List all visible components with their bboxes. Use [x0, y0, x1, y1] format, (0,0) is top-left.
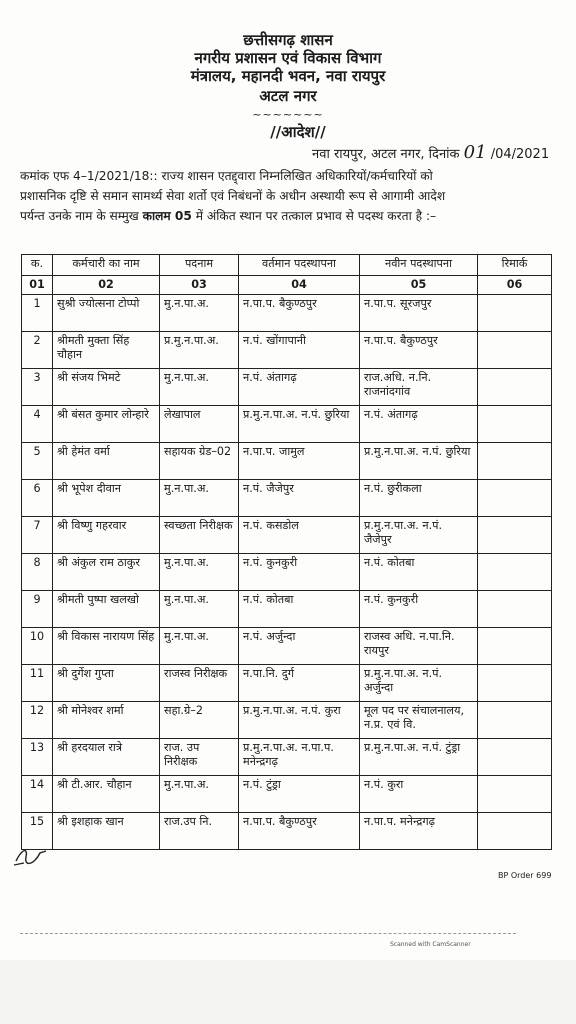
remark-cell — [478, 480, 552, 517]
transfer-table — [21, 254, 552, 850]
employee-name-cell: श्रीमती मुक्ता सिंह चौहान — [53, 332, 160, 369]
footer-rule — [20, 933, 516, 934]
column-number-row — [22, 276, 552, 295]
employee-name-cell: श्री हरदयाल रात्रे — [53, 739, 160, 776]
new-posting-cell: न.पं. कुरा — [360, 776, 478, 813]
serial-cell: 15 — [22, 813, 53, 850]
header-serial: क. — [22, 255, 53, 276]
new-posting-cell: प्र.मु.न.पा.अ. न.पं. छुरिया — [360, 443, 478, 480]
current-posting-cell: प्र.मु.न.पा.अ. न.पं. कुरा — [239, 702, 360, 739]
table-row — [22, 554, 552, 591]
current-posting-cell: न.पा.प. बैकुण्ठपुर — [239, 813, 360, 850]
designation-cell: मु.न.पा.अ. — [160, 628, 239, 665]
designation-cell: मु.न.पा.अ. — [160, 369, 239, 406]
remark-cell — [478, 332, 552, 369]
date-line — [312, 142, 549, 163]
order-title: //आदेश// — [270, 123, 326, 141]
serial-cell: 1 — [22, 295, 53, 332]
remark-cell — [478, 776, 552, 813]
employee-name-cell: श्री विष्णु गहरवार — [53, 517, 160, 554]
remark-cell — [478, 591, 552, 628]
employee-name-cell: श्री भूपेश दीवान — [53, 480, 160, 517]
table-row — [22, 332, 552, 369]
designation-cell: राजस्व निरीक्षक — [160, 665, 239, 702]
table-row — [22, 369, 552, 406]
current-posting-cell: न.पं. टुंड्रा — [239, 776, 360, 813]
bp-order-number: BP Order 699 — [498, 871, 552, 880]
column-number: 05 — [360, 276, 478, 295]
serial-cell: 2 — [22, 332, 53, 369]
table-row — [22, 443, 552, 480]
employee-name-cell: श्री विकास नारायण सिंह — [53, 628, 160, 665]
current-posting-cell: न.पा.प. बैकुण्ठपुर — [239, 295, 360, 332]
new-posting-cell: राजस्व अधि. न.पा.नि. रायपुर — [360, 628, 478, 665]
header-remark: रिमार्क — [478, 255, 552, 276]
serial-cell: 14 — [22, 776, 53, 813]
remark-cell — [478, 517, 552, 554]
new-posting-cell: न.पं. कुनकुरी — [360, 591, 478, 628]
employee-name-cell: श्री मोनेश्वर शर्मा — [53, 702, 160, 739]
remark-cell — [478, 702, 552, 739]
new-posting-cell: प्र.मु.न.पा.अ. न.पं. अर्जुन्दा — [360, 665, 478, 702]
new-posting-cell: मूल पद पर संचालनालय, न.प्र. एवं वि. — [360, 702, 478, 739]
header-employee-name: कर्मचारी का नाम — [53, 255, 160, 276]
serial-cell: 7 — [22, 517, 53, 554]
designation-cell: राज.उप नि. — [160, 813, 239, 850]
new-posting-cell: राज.अधि. न.नि. राजनांदगांव — [360, 369, 478, 406]
ministry-address: मंत्रालय, महानदी भवन, नवा रायपुर — [190, 67, 386, 85]
new-posting-cell: प्र.मु.न.पा.अ. न.पं. जैजेपुर — [360, 517, 478, 554]
serial-cell: 9 — [22, 591, 53, 628]
remark-cell — [478, 554, 552, 591]
current-posting-cell: न.पं. अर्जुन्दा — [239, 628, 360, 665]
date-day-handwritten: 01 — [463, 142, 487, 163]
new-posting-cell: न.पं. कोतबा — [360, 554, 478, 591]
designation-cell: मु.न.पा.अ. — [160, 295, 239, 332]
serial-cell: 4 — [22, 406, 53, 443]
designation-cell: मु.न.पा.अ. — [160, 776, 239, 813]
designation-cell: मु.न.पा.अ. — [160, 554, 239, 591]
serial-cell: 6 — [22, 480, 53, 517]
current-posting-cell: न.पं. कोतबा — [239, 591, 360, 628]
serial-cell: 8 — [22, 554, 53, 591]
department-title: नगरीय प्रशासन एवं विकास विभाग — [194, 49, 382, 67]
serial-cell: 5 — [22, 443, 53, 480]
employee-name-cell: सुश्री ज्योत्सना टोप्पो — [53, 295, 160, 332]
new-posting-cell: न.पा.प. सूरजपुर — [360, 295, 478, 332]
designation-cell: मु.न.पा.अ. — [160, 480, 239, 517]
designation-cell: मु.न.पा.अ. — [160, 591, 239, 628]
employee-name-cell: श्रीमती पुष्पा खलखो — [53, 591, 160, 628]
order-paragraph-line-2: प्रशासनिक दृष्टि से समान सामर्थ्य सेवा शर्तो एवं निबंधनों के अधीन अस्थायी रूप से आगामी आदेश — [20, 189, 446, 203]
remark-cell — [478, 406, 552, 443]
table-row — [22, 702, 552, 739]
remark-cell — [478, 739, 552, 776]
current-posting-cell: न.पं. कुनकुरी — [239, 554, 360, 591]
current-posting-cell: न.पं. खोंगापानी — [239, 332, 360, 369]
table-row — [22, 591, 552, 628]
order-paragraph-line-1: कमांक एफ 4–1/2021/18:: राज्य शासन एतद्द्वारा निम्नलिखित अधिकारियों/कर्मचारियों को — [20, 169, 433, 183]
new-posting-cell: न.पं. छुरीकला — [360, 480, 478, 517]
table-row — [22, 813, 552, 850]
table-row — [22, 295, 552, 332]
employee-name-cell: श्री अंकुल राम ठाकुर — [53, 554, 160, 591]
employee-name-cell: श्री संजय भिमटे — [53, 369, 160, 406]
current-posting-cell: न.पा.प. जामुल — [239, 443, 360, 480]
serial-cell: 3 — [22, 369, 53, 406]
current-posting-cell: प्र.मु.न.पा.अ. न.पा.प. मनेन्द्रगढ़ — [239, 739, 360, 776]
remark-cell — [478, 443, 552, 480]
serial-cell: 12 — [22, 702, 53, 739]
serial-cell: 11 — [22, 665, 53, 702]
government-title: छत्तीसगढ़ शासन — [243, 31, 333, 49]
remark-cell — [478, 369, 552, 406]
current-posting-cell: न.पं. कसडोल — [239, 517, 360, 554]
column-number: 02 — [53, 276, 160, 295]
table-row — [22, 406, 552, 443]
employee-name-cell: श्री बंसत कुमार लोन्हारे — [53, 406, 160, 443]
paragraph-column-ref: कालम 05 — [142, 209, 192, 223]
designation-cell: सहा.ग्रे–2 — [160, 702, 239, 739]
current-posting-cell: प्र.मु.न.पा.अ. न.पं. छुरिया — [239, 406, 360, 443]
designation-cell: लेखापाल — [160, 406, 239, 443]
column-number: 04 — [239, 276, 360, 295]
header-divider: ~~~~~~~ — [252, 108, 324, 121]
remark-cell — [478, 628, 552, 665]
header-designation: पदनाम — [160, 255, 239, 276]
current-posting-cell: न.पं. अंतागढ़ — [239, 369, 360, 406]
employee-name-cell: श्री हेमंत वर्मा — [53, 443, 160, 480]
table-row — [22, 739, 552, 776]
table-row — [22, 480, 552, 517]
signature-scribble — [12, 843, 52, 869]
employee-name-cell: श्री टी.आर. चौहान — [53, 776, 160, 813]
header-new-posting: नवीन पदस्थापना — [360, 255, 478, 276]
column-number: 01 — [22, 276, 53, 295]
scanner-watermark: Scanned with CamScanner — [390, 941, 471, 948]
table-row — [22, 665, 552, 702]
designation-cell: प्र.मु.न.पा.अ. — [160, 332, 239, 369]
serial-cell: 13 — [22, 739, 53, 776]
new-posting-cell: प्र.मु.न.पा.अ. न.पं. टुंड्रा — [360, 739, 478, 776]
date-prefix: नवा रायपुर, अटल नगर, दिनांक — [312, 147, 460, 162]
table-header-row — [22, 255, 552, 276]
date-rest: /04/2021 — [490, 147, 550, 162]
designation-cell: राज. उप निरीक्षक — [160, 739, 239, 776]
employee-name-cell: श्री दुर्गेश गुप्ता — [53, 665, 160, 702]
current-posting-cell: न.पं. जैजेपुर — [239, 480, 360, 517]
remark-cell — [478, 665, 552, 702]
column-number: 03 — [160, 276, 239, 295]
new-posting-cell: न.पं. अंतागढ़ — [360, 406, 478, 443]
paragraph-text: में अंकित स्थान पर तत्काल प्रभाव से पदस्थ करता है :– — [195, 209, 437, 223]
header-current-posting: वर्तमान पदस्थापना — [239, 255, 360, 276]
remark-cell — [478, 813, 552, 850]
designation-cell: सहायक ग्रेड–02 — [160, 443, 239, 480]
table-row — [22, 517, 552, 554]
city-name: अटल नगर — [259, 87, 317, 105]
new-posting-cell: न.पा.प. मनेन्द्रगढ़ — [360, 813, 478, 850]
employee-name-cell: श्री इशहाक खान — [53, 813, 160, 850]
new-posting-cell: न.पा.प. बैकुण्ठपुर — [360, 332, 478, 369]
order-paragraph-line-3 — [20, 206, 560, 226]
current-posting-cell: न.पा.नि. दुर्ग — [239, 665, 360, 702]
remark-cell — [478, 295, 552, 332]
column-number: 06 — [478, 276, 552, 295]
serial-cell: 10 — [22, 628, 53, 665]
designation-cell: स्वच्छता निरीक्षक — [160, 517, 239, 554]
table-row — [22, 776, 552, 813]
paragraph-text: पर्यन्त उनके नाम के सम्मुख — [20, 209, 139, 223]
table-row — [22, 628, 552, 665]
